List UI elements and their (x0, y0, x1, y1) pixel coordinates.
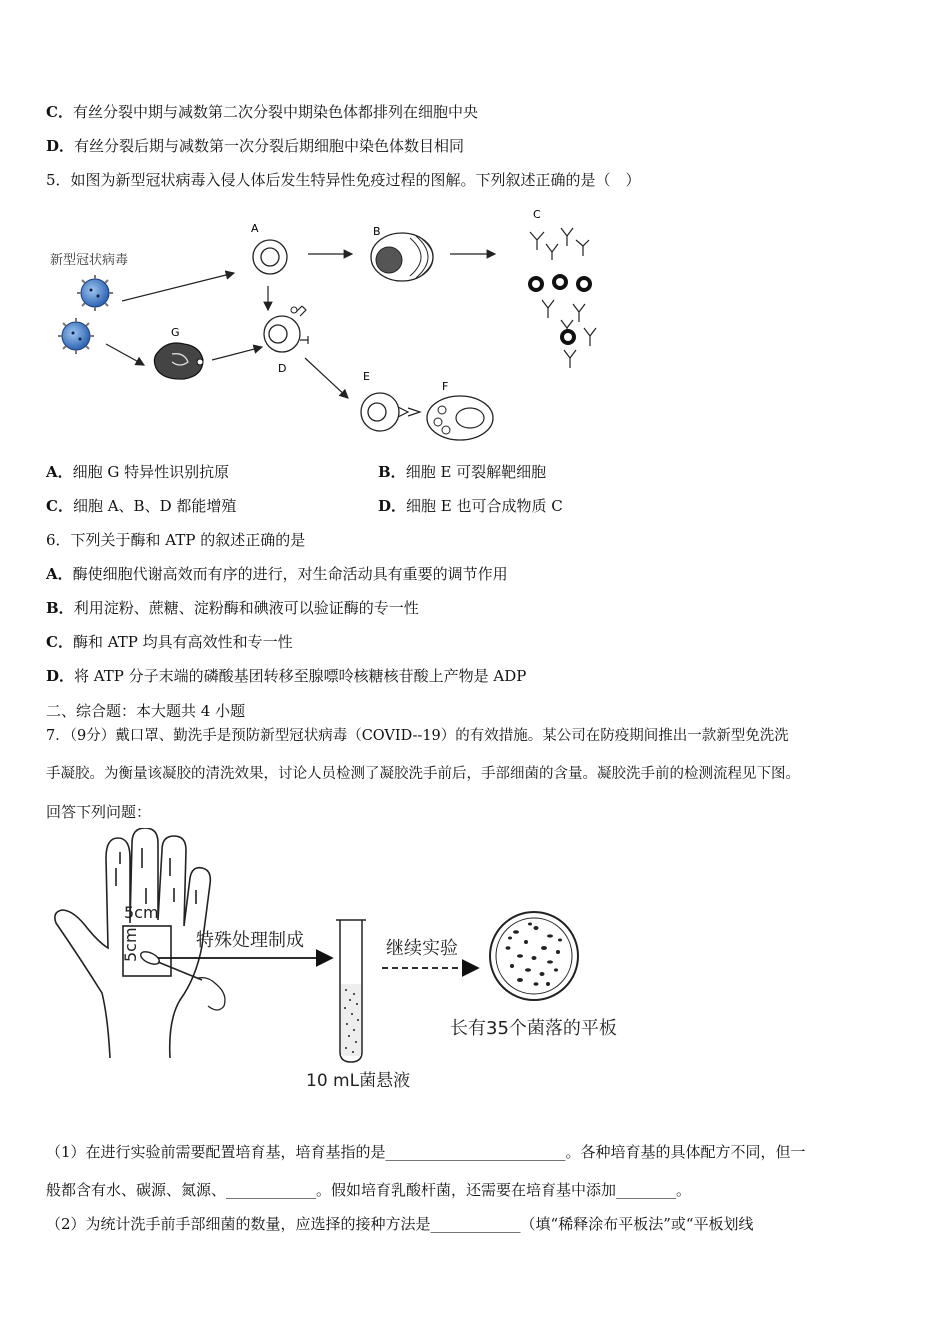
q5-option-b: B．细胞 E 可裂解靶细胞 (378, 463, 547, 481)
antibodies (530, 228, 596, 368)
cell-d (264, 306, 308, 352)
q5-option-a: A．细胞 G 特异性识别抗原 (46, 463, 230, 481)
label-a: A (251, 222, 259, 235)
handwash-test-figure (50, 828, 670, 1094)
q6-option-b: B．利用淀粉、蔗糖、淀粉酶和碘液可以验证酶的专一性 (46, 599, 419, 617)
arrow-g-to-d (212, 347, 262, 360)
cell-e (361, 393, 420, 431)
q7-sub1-line-1: （1）在进行实验前需要配置培育基，培育基指的是________________________。各种培育基的具体配方不同，但一 (46, 1143, 806, 1161)
arrow-d-to-e (305, 358, 348, 398)
test-tube (336, 920, 366, 1062)
cell-a (253, 240, 287, 274)
q7-sub1-line-2: 般都含有水、碳源、氮源、____________。假如培育乳酸杆菌，还需要在培育基中添加________。 (46, 1181, 692, 1199)
q7-line-1: 7．（9分）戴口罩、勤洗手是预防新型冠状病毒（COVID--19）的有效措施。某公司在防疫期间推出一款新型免洗洗 (46, 728, 789, 744)
antigen-antibody-clumps (528, 274, 592, 345)
arrow-virus-to-a (122, 273, 234, 301)
cell-f (427, 396, 493, 440)
arrow-process-label: 特殊处理制成 (196, 930, 304, 951)
q6-option-c: C．酶和 ATP 均具有高效性和专一性 (46, 633, 293, 651)
plate-label: 长有35个菌落的平板 (450, 1018, 617, 1039)
label-e: E (363, 370, 370, 383)
cell-g (154, 343, 203, 379)
q6-stem: 6．下列关于酶和 ATP 的叙述正确的是 (46, 531, 306, 549)
petri-plate (490, 912, 578, 1000)
q5-option-c: C．细胞 A、B、D 都能增殖 (46, 497, 237, 515)
q6-option-d: D．将 ATP 分子末端的磷酸基团转移至腺嘌呤核糖核苷酸上产物是 ADP (46, 667, 527, 685)
arrow-virus-to-g (106, 344, 144, 365)
q7-line-3: 回答下列问题： (46, 803, 152, 821)
square-side-label: 5cm (121, 927, 140, 962)
q7-line-2: 手凝胶。为衡量该凝胶的清洗效果，讨论人员检测了凝胶洗手前后，手部细菌的含量。凝胶洗手前的检测流程见下图。 (46, 766, 800, 782)
q7-sub2-line-1: （2）为统计洗手前手部细菌的数量，应选择的接种方法是____________（填“稀释涂布平板法”或“平板划线 (46, 1215, 754, 1233)
holding-hand (198, 978, 225, 1010)
section-heading: 二、综合题：本大题共 4 小题 (46, 702, 246, 720)
label-c: C (533, 208, 541, 221)
q5-option-d: D．细胞 E 也可合成物质 C (378, 497, 563, 515)
label-d: D (278, 362, 287, 375)
q5-stem: 5．如图为新型冠状病毒入侵人体后发生特异性免疫过程的图解。下列叙述正确的是（ ） (46, 171, 641, 189)
square-top-label: 5cm (124, 903, 159, 922)
label-g: G (171, 326, 180, 339)
virus-particle (58, 318, 94, 354)
virus-particle (77, 275, 113, 311)
cell-b (371, 233, 433, 281)
virus-label: 新型冠状病毒 (50, 253, 129, 268)
q4-option-d: D．有丝分裂后期与减数第一次分裂后期细胞中染色体数目相同 (46, 137, 465, 155)
immune-process-figure (40, 202, 620, 450)
q4-option-c: C．有丝分裂中期与减数第二次分裂中期染色体都排列在细胞中央 (46, 103, 478, 121)
label-b: B (373, 225, 381, 238)
tube-label: 10 mL菌悬液 (306, 1071, 411, 1091)
arrow-continue-label: 继续实验 (386, 938, 458, 959)
label-f: F (442, 380, 449, 393)
q6-option-a: A．酶使细胞代谢高效而有序的进行，对生命活动具有重要的调节作用 (46, 565, 508, 583)
